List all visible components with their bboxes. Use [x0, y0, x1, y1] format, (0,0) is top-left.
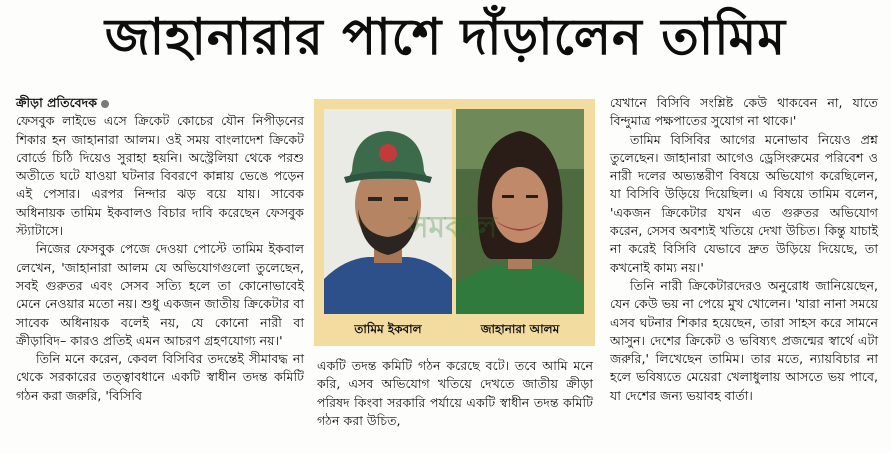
photo-panel: [314, 99, 595, 346]
article-column-2: [317, 357, 593, 430]
byline-text: ক্রীড়া প্রতিবেদক: [16, 95, 98, 110]
paragraph: একটি তদন্ত কমিটি গঠন করেছে বটে। তবে আমি মনে করি, এসব অভিযোগ খতিয়ে দেখতে জাতীয় ক্রীড়া পরিষদ কিংবা সরকারি পর্যায়ে একটি স্বাধীন তদন্ত কমিটি গঠন করা উচিত,: [317, 358, 593, 428]
paragraph: নিজের ফেসবুক পেজে দেওয়া পোস্টে তামিম ইকবাল লেখেন, 'জাহানারা আলম যে অভিযোগগুলো তুলেছেন, সবই গুরুতর এবং সেসব সত্যি হলে তা কোনোভাবেই মেনে নেওয়ার মতো নয়। শুধু একজন জাতীয় ক্রিকেটার বা সাবেক অধিনায়ক বলেই নয়, যে কোনো নারী বা ক্রীড়াবিদ– কারও প্রতিই এমন আচরণ গ্রহণযোগ্য নয়।': [16, 241, 304, 348]
bullet-dot-icon: [101, 100, 109, 108]
caption-jahanara: জাহানারা আলম: [480, 322, 560, 336]
caption-tamim: তামিম ইকবাল: [354, 322, 422, 336]
article-column-3: [610, 94, 878, 405]
portrait-male-icon: [324, 109, 452, 314]
paragraph: ফেসবুক লাইভে এসে ক্রিকেট কোচের যৌন নিপীড়নের শিকার হন জাহানারা আলম। ওই সময় বাংলাদেশ ক্রিকেট বোর্ডে চিঠি দিয়েও সুরাহা হয়নি। অস্ট্রেলিয়া থেকে পরশু অতীতে ঘটে যাওয়া ঘটনার বিবরণে কান্নায় ভেঙে পড়েন এই পেসার। এরপর নিন্দার ঝড় বয়ে যায়। সাবেক অধিনায়ক তামিম ইকবালও বিচার দাবি করেছেন ফেসবুক স্ট্যাটাসে।: [16, 113, 304, 239]
headline: জাহানারার পাশে দাঁড়ালেন তামিম: [104, 7, 787, 66]
portrait-female-icon: [456, 109, 584, 314]
photo-jahanara-alam: [456, 109, 584, 314]
paragraph: তিনি মনে করেন, কেবল বিসিবির তদন্তেই সীমাবদ্ধ না থেকে সরকারের তত্ত্বাবধানে একটি স্বাধীন তদন্ত কমিটি গঠন করা জরুরি, 'বিসিবি: [16, 351, 304, 403]
paragraph: তামিম বিসিবির আগের মনোভাব নিয়েও প্রশ্ন তুলেছেন। জাহানারা আগেও ড্রেসিংরুমের পরিবেশ ও নারী দলের অভ্যন্তরীণ বিষয়ে অভিযোগ করেছিলেন, যা বিসিবি উড়িয়ে দিয়েছিল। এ বিষয়ে তামিম বলেন, 'একজন ক্রিকেটার যখন এত গুরুতর অভিযোগ করেন, সেসব অবশ্যই খতিয়ে দেখা উচিত। কিন্তু যাচাই না করেই বিসিবি যেভাবে দ্রুত উড়িয়ে দিয়েছে, তা কখনোই কাম্য নয়।': [610, 131, 878, 275]
photo-tamim-iqbal: [324, 109, 452, 314]
paragraph: তিনি নারী ক্রিকেটারদেরও অনুরোধ জানিয়েছেন, যেন কেউ ভয় না পেয়ে মুখ খোলেন। 'যারা নানা সময়ে এসব ঘটনার শিকার হয়েছেন, তারা সাহস করে সামনে আসুন। দেশের ক্রিকেট ও ভবিষ্যৎ প্রজন্মের স্বার্থে এটা জরুরি,' লিখেছেন তামিম। তার মতে, ন্যায়বিচার না হলে ভবিষ্যতে মেয়েরা খেলাধুলায় আসতে ভয় পাবে, যা দেশের জন্য ভয়াবহ বার্তা।: [610, 277, 878, 403]
watermark: সমকাল: [408, 210, 498, 245]
article-column-1: [16, 94, 304, 405]
byline: [16, 94, 304, 112]
paragraph: যেখানে বিসিবি সংশ্লিষ্ট কেউ থাকবেন না, যাতে বিন্দুমাত্র পক্ষপাতের সুযোগ না থাকে।': [610, 95, 878, 129]
